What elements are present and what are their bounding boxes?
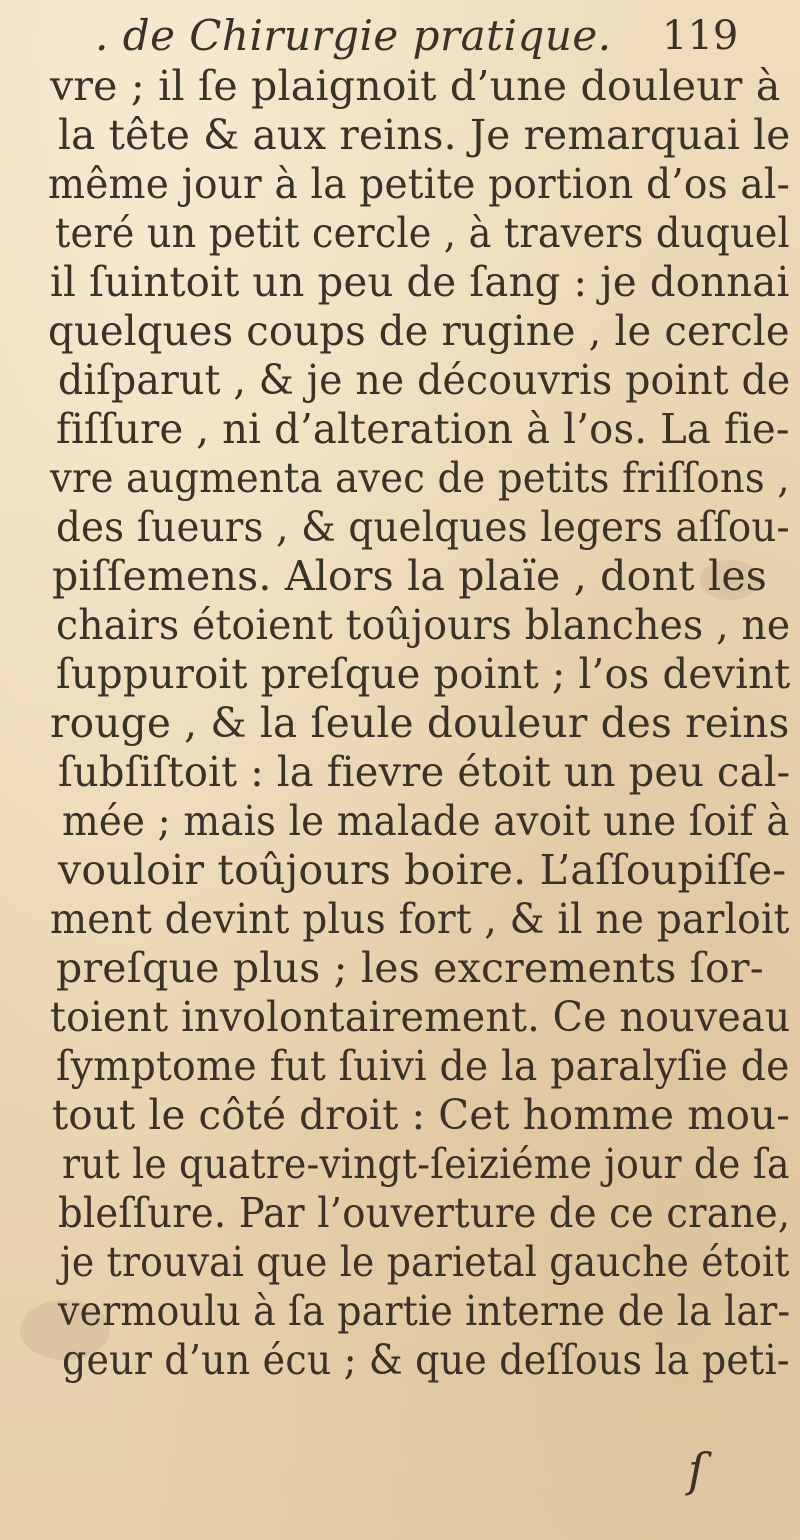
running-head: [0, 6, 800, 66]
catchword: ſ: [688, 1443, 706, 1497]
text-line: teré un petit cercle , à travers duquel: [55, 209, 790, 257]
text-line: ſubſiſtoit : la fievre étoit un peu cal-: [58, 748, 791, 796]
text-line: chairs étoient toûjours blanches , ne: [56, 601, 791, 649]
text-line: des ſueurs , & quelques legers aſſou-: [56, 503, 790, 551]
text-line: toient involontairement. Ce nouveau: [50, 993, 791, 1041]
text-line: mée ; mais le malade avoit une ſoif à: [62, 797, 790, 845]
text-line: tout le côté droit : Cet homme mou-: [52, 1091, 791, 1139]
text-line: la tête & aux reins. Je remarquai le: [58, 111, 791, 159]
text-line: vre augmenta avec de petits friſſons ,: [50, 454, 790, 502]
running-title: . de Chirurgie pratique.: [95, 11, 612, 60]
text-line: ſuppuroit preſque point ; l’os devint: [56, 650, 791, 698]
text-line: ſymptome fut ſuivi de la paralyſie de: [56, 1042, 790, 1090]
text-line: vre ; il ſe plaignoit d’une douleur à: [50, 62, 781, 110]
text-line: vouloir toûjours boire. L’aſſoupiſſe-: [58, 846, 787, 894]
text-line: fiſſure , ni d’alteration à l’os. La fie-: [56, 405, 790, 453]
text-line: bleſſure. Par l’ouverture de ce crane,: [58, 1189, 791, 1237]
text-line: rouge , & la ſeule douleur des reins: [50, 699, 790, 747]
text-line: geur d’un écu ; & que deſſous la peti-: [62, 1336, 790, 1384]
text-line: il ſuintoit un peu de ſang : je donnai: [50, 258, 790, 306]
text-line: piſſemens. Alors la plaïe , dont les: [52, 552, 768, 600]
text-line: preſque plus ; les excrements ſor-: [56, 944, 764, 992]
page-number: 119: [662, 13, 739, 59]
text-line: vermoulu à ſa partie interne de la lar-: [58, 1287, 791, 1335]
text-line: je trouvai que le parietal gauche étoit: [60, 1238, 790, 1286]
text-line: même jour à la petite portion d’os al-: [48, 160, 790, 208]
text-line: quelques coups de rugine , le cercle: [48, 307, 790, 355]
text-line: diſparut , & je ne découvris point de: [58, 356, 791, 404]
text-line: ment devint plus fort , & il ne parloit: [50, 895, 790, 943]
text-line: rut le quatre-vingt-ſeiziéme jour de ſa: [62, 1140, 790, 1188]
